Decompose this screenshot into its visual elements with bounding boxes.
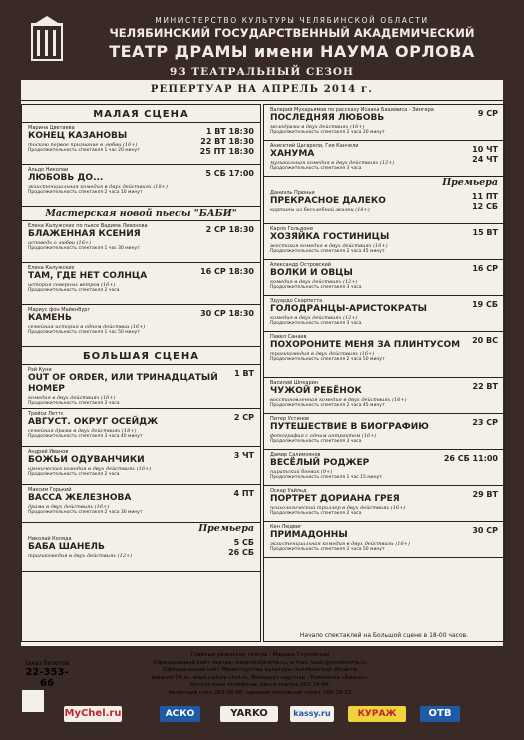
- play-title: БАБА ШАНЕЛЬ: [28, 542, 105, 552]
- play-duration: Продолжительность спектакля 3 часа: [270, 285, 362, 290]
- theatre-name-line1: ЧЕЛЯБИНСКИЙ ГОСУДАРСТВЕННЫЙ АКАДЕМИЧЕСКИЙ: [109, 26, 475, 40]
- play-title: ПУТЕШЕСТВИЕ В БИОГРАФИЮ: [270, 422, 429, 432]
- play-dates: [472, 300, 498, 310]
- play-date: 12 СБ: [472, 202, 498, 211]
- sponsor-otv[interactable]: ОТВ: [420, 706, 460, 722]
- play-title: ВОЛКИ И ОВЦЫ: [270, 268, 353, 278]
- play-dates: [473, 382, 498, 392]
- sponsor-kurazh[interactable]: КУРАЖ: [348, 706, 406, 722]
- play-duration: Продолжительность спектакля 2 часа 45 минут: [270, 403, 385, 408]
- play-date: 16 СР 18:30: [200, 267, 254, 276]
- play-title: OUT OF ORDER, ИЛИ ТРИНАДЦАТЫЙ НОМЕР: [28, 373, 218, 394]
- ticket-phone[interactable]: 22-353-66: [25, 667, 69, 689]
- play-author: Марина Цветаева: [28, 125, 75, 131]
- repertoire-entry: [22, 165, 260, 207]
- play-title: ПОСЛЕДНЯЯ ЛЮБОВЬ: [270, 113, 385, 123]
- play-dates: [234, 369, 254, 379]
- repertoire-entry: [264, 296, 504, 332]
- repertoire-entry: [264, 414, 504, 450]
- play-date: 30 СР: [472, 526, 498, 535]
- qr-code-icon: [22, 690, 44, 712]
- repertoire-entry: [22, 305, 260, 347]
- play-dates: [472, 145, 498, 165]
- repertoire-entry: [22, 534, 260, 572]
- play-title: БЛАЖЕННАЯ КСЕНИЯ: [28, 229, 141, 239]
- play-date: 2 СР 18:30: [205, 225, 254, 234]
- play-date: 16 СР: [472, 264, 498, 273]
- repertoire-entry: [22, 485, 260, 523]
- small-stage-heading: МАЛАЯ СЦЕНА: [22, 105, 260, 123]
- play-duration: Продолжительность спектакля 3 часа: [270, 439, 362, 444]
- repertoire-entry: [264, 105, 504, 141]
- play-author: Максим Горький: [28, 487, 72, 493]
- play-date: 5 СБ 17:00: [205, 169, 254, 178]
- play-dates: [234, 413, 254, 423]
- play-title: ВАССА ЖЕЛЕЗНОВА: [28, 493, 132, 503]
- play-dates: [205, 169, 254, 179]
- partners-line[interactable]: www.mc74.ru, www.culture-chel.ru, Интернет-партнер - Компания «Бизнес»: [151, 674, 369, 681]
- play-title: ПОРТРЕТ ДОРИАНА ГРЕЯ: [270, 494, 400, 504]
- play-title: ПРЕКРАСНОЕ ДАЛЕКО: [270, 196, 386, 206]
- play-title: ПОХОРОНИТЕ МЕНЯ ЗА ПЛИНТУСОМ: [270, 340, 461, 350]
- big-stage-heading: БОЛЬШАЯ СЦЕНА: [22, 347, 260, 365]
- play-title: ХАНУМА: [270, 149, 315, 159]
- play-date: 2 СР: [233, 413, 254, 422]
- play-genre: трагикомедия в двух действиях (12+): [28, 553, 133, 559]
- repertoire-entry: [22, 263, 260, 305]
- play-duration: Продолжительность спектакля 2 часа: [28, 472, 120, 477]
- play-dates: [200, 267, 254, 277]
- play-genre: восстановленная комедия в двух действиях (16+): [270, 397, 407, 403]
- start-time-note: Начало спектаклей на Большой сцене в 18-00 часов.: [299, 632, 469, 639]
- repertoire-entry: [264, 486, 504, 522]
- play-dates: [200, 127, 254, 157]
- play-genre: трагикомедия в двух действиях (16+): [270, 351, 375, 357]
- play-author: Валерий Мухарьямов по рассказу Исаака Башевиса - Зингера: [270, 107, 434, 113]
- play-author: Александр Островский: [270, 262, 332, 268]
- repertoire-entry: [22, 409, 260, 447]
- play-dates: [472, 526, 498, 536]
- theatre-logo-icon: [30, 14, 64, 62]
- play-author: Николай Коляда: [28, 536, 72, 542]
- play-author: Рэй Куни: [28, 367, 52, 373]
- play-duration: Продолжительность спектакля 1 час 30 минут: [28, 246, 140, 251]
- play-genre: экзистенциальная комедия в двух действиях (18+): [28, 184, 168, 190]
- play-date: 15 ВТ: [472, 228, 498, 237]
- director-line: Главный режиссер театра - Марина Глуховская: [190, 652, 330, 658]
- play-dates: [200, 309, 254, 319]
- play-author: Анисетий Цагарели, Гия Канчели: [270, 143, 359, 149]
- play-date: 29 ВТ: [472, 490, 498, 499]
- play-genre: мелодрама в двух действиях (16+): [270, 124, 365, 130]
- ministry-line: МИНИСТЕРСТВО КУЛЬТУРЫ ЧЕЛЯБИНСКОЙ ОБЛАСТИ: [155, 16, 429, 25]
- play-title: ТАМ, ГДЕ НЕТ СОЛНЦА: [28, 271, 148, 281]
- play-author: Карло Гольдони: [270, 226, 313, 232]
- play-dates: [234, 451, 254, 461]
- repertoire-entry: [264, 188, 504, 224]
- play-duration: Продолжительность спектакля 2 часа 50 минут: [270, 357, 385, 362]
- play-date: 25 ПТ 18:30: [199, 147, 254, 156]
- play-duration: Продолжительность спектакля 2 часа 30 минут: [28, 510, 143, 515]
- play-duration: Продолжительность спектакля 1 час 50 минут: [28, 330, 140, 335]
- repertoire-title: РЕПЕРТУАР НА АПРЕЛЬ 2014 г.: [21, 80, 503, 101]
- play-duration: Продолжительность спектакля 2 часа 45 минут: [270, 249, 385, 254]
- play-genre: исповедь о любви (16+): [28, 240, 92, 246]
- premiere-label: Премьера: [442, 177, 498, 188]
- play-date: 22 ВТ 18:30: [200, 137, 254, 146]
- play-dates: [473, 490, 498, 500]
- play-author: Елена Калужских: [28, 265, 75, 271]
- play-dates: [473, 228, 498, 238]
- play-dates: [472, 336, 498, 346]
- play-date: 30 СР 18:30: [200, 309, 254, 318]
- play-genre: комедия в двух действиях (16+): [28, 395, 116, 401]
- play-author: Альдо Николаи: [28, 167, 69, 173]
- play-date: 5 СБ: [233, 538, 254, 547]
- theatre-name-line2: ТЕАТР ДРАМЫ имени НАУМА ОРЛОВА: [109, 42, 475, 61]
- footer-info: [120, 652, 400, 697]
- play-date: 1 ВТ: [234, 369, 254, 378]
- play-dates: [472, 264, 498, 274]
- play-title: ГОЛОДРАНЦЫ-АРИСТОКРАТЫ: [270, 304, 427, 314]
- play-dates: [228, 538, 254, 558]
- play-date: 19 СБ: [472, 300, 498, 309]
- repertoire-entry: [22, 365, 260, 409]
- play-genre: семейная драма в двух действиях (18+): [28, 428, 137, 434]
- play-genre: тоскою первое признание в любви (16+): [28, 142, 138, 148]
- play-title: ПРИМАДОННЫ: [270, 530, 348, 540]
- play-duration: Продолжительность спектакля 2 часа 50 минут: [270, 547, 385, 552]
- play-title: ХОЗЯЙКА ГОСТИНИЦЫ: [270, 232, 390, 242]
- play-dates: [472, 192, 498, 212]
- ministry-site-line: Официальный сайт Министерства культуры Челябинской области: [163, 667, 357, 673]
- play-author: Елена Калужских по пьесе Вадима Левонова: [28, 223, 148, 229]
- play-date: 20 ВС: [472, 336, 498, 345]
- play-author: Питер Устинов: [270, 416, 309, 422]
- sponsor-kassy[interactable]: kassy.ru: [290, 706, 334, 722]
- repertoire-entry: [22, 123, 260, 165]
- play-genre: музыкальная комедия в двух действиях (12+): [270, 160, 395, 166]
- sponsor-asko[interactable]: АСКО: [160, 706, 200, 722]
- play-date: 10 ЧТ: [472, 145, 498, 154]
- play-title: ЛЮБОВЬ ДО...: [28, 173, 104, 183]
- repertoire-entry: [264, 450, 504, 486]
- repertoire-entry: [22, 447, 260, 485]
- repertoire-entry: [264, 522, 504, 558]
- play-date: 26 СБ: [228, 548, 254, 557]
- play-duration: Продолжительность спектакля 2 часа 10 минут: [28, 190, 143, 195]
- play-dates: [472, 418, 498, 428]
- play-title: АВГУСТ. ОКРУГ ОСЕЙДЖ: [28, 417, 159, 427]
- play-dates: [233, 489, 254, 499]
- play-genre: история северных ветров (16+): [28, 282, 116, 288]
- play-author: Оскар Уайльд: [270, 488, 307, 494]
- play-genre: семейная история в одном действии (16+): [28, 324, 146, 330]
- play-author: Трейси Леттс: [28, 411, 64, 417]
- ticket-order-label: заказ билетов: [24, 660, 70, 667]
- play-genre: комедия в двух действиях (12+): [270, 279, 358, 285]
- contacts-line: Контактные телефоны: касса театра 263-74-84;: [189, 682, 331, 688]
- play-author: Андрей Иванов: [28, 449, 69, 455]
- play-title: БОЖЬИ ОДУВАНЧИКИ: [28, 455, 145, 465]
- play-date: 24 ЧТ: [472, 155, 498, 164]
- play-title: ВЕСЁЛЫЙ РОДЖЕР: [270, 458, 370, 468]
- sponsor-mychel[interactable]: MyChel.ru: [64, 706, 122, 722]
- play-title: КОНЕЦ КАЗАНОВЫ: [28, 131, 128, 141]
- play-genre: психологический триллер в двух действиях (16+): [270, 505, 406, 511]
- play-dates: [444, 454, 498, 464]
- play-date: 26 СБ 11:00: [443, 454, 498, 463]
- play-author: Кен Людвиг: [270, 524, 302, 530]
- left-column: [21, 104, 261, 642]
- play-date: 23 СР: [472, 418, 498, 427]
- play-genre: жестокая комедия в двух действиях (16+): [270, 243, 388, 249]
- repertoire-entry: [264, 141, 504, 177]
- play-author: Мариус фон Майенбург: [28, 307, 91, 313]
- repertoire-entry: [22, 221, 260, 263]
- play-genre: фотография с одним антрактом (16+): [270, 433, 377, 439]
- play-genre: картины из бесхлебной жизни (18+): [270, 207, 370, 213]
- play-duration: Продолжительность спектакля 3 часа 40 минут: [28, 434, 143, 439]
- repertoire-entry: [264, 224, 504, 260]
- play-duration: Продолжительность спектакля 3 часа: [270, 166, 362, 171]
- play-genre: пиратский боевик (0+): [270, 469, 333, 475]
- play-duration: Продолжительность спектакля 2 часа: [270, 511, 362, 516]
- play-author: Василий Шпкарин: [270, 380, 319, 386]
- season-title: 93 ТЕАТРАЛЬНЫЙ СЕЗОН: [170, 66, 354, 78]
- play-genre: комедия в двух действиях (12+): [270, 315, 358, 321]
- play-date: 11 ПТ: [471, 192, 498, 201]
- play-duration: Продолжительность спектакля 3 часа: [270, 321, 362, 326]
- sponsor-yarko[interactable]: YARKO: [220, 706, 278, 722]
- repertoire-entry: [264, 332, 504, 378]
- play-date: 9 СР: [477, 109, 498, 118]
- play-duration: Продолжительность спектакля 2 часа: [28, 288, 120, 293]
- play-title: КАМЕНЬ: [28, 313, 72, 323]
- play-genre: ироническая комедия в двух действиях (16+): [28, 466, 152, 472]
- right-column: [263, 104, 505, 642]
- ticket-order: [22, 660, 72, 689]
- play-duration: Продолжительность спектакля 2 часа 20 минут: [270, 130, 385, 135]
- play-duration: Продолжительность спектакля 1 час 20 минут: [28, 148, 140, 153]
- play-date: 3 ЧТ: [233, 451, 254, 460]
- play-duration: Продолжительность спектакля 1 час 15 минут: [270, 475, 382, 480]
- office-line: билетный стол 263-08-68; административный пункт 266-18-22: [168, 689, 352, 696]
- repertoire-entry: [264, 378, 504, 414]
- play-genre: экзистенциальная комедия в двух действиях (16+): [270, 541, 410, 547]
- play-date: 22 ВТ: [472, 382, 498, 391]
- play-date: 4 ПТ: [233, 489, 254, 498]
- premiere-label: Премьера: [198, 523, 254, 534]
- play-author: Эдуардо Скарпетта: [270, 298, 323, 304]
- repertoire-entry: [264, 260, 504, 296]
- new-play-workshop-badge: Мастерская новой пьесы "БАБИ": [22, 207, 260, 221]
- play-date: 1 ВТ 18:30: [205, 127, 254, 136]
- play-duration: Продолжительность спектакля 3 часа: [28, 401, 120, 406]
- play-genre: драма в двух действиях (16+): [28, 504, 110, 510]
- play-author: Павел Санаев: [270, 334, 307, 340]
- play-title: ЧУЖОЙ РЕБЁНОК: [270, 386, 362, 396]
- site-line[interactable]: Официальный сайт театра: www.cheldrama.ru, e-mail: teatr@cheldrama.ru: [153, 659, 367, 666]
- play-author: Дамир Салимзянов: [270, 452, 321, 458]
- play-dates: [478, 109, 498, 119]
- play-author: Даниэль Прюньи: [270, 190, 315, 196]
- play-dates: [206, 225, 254, 235]
